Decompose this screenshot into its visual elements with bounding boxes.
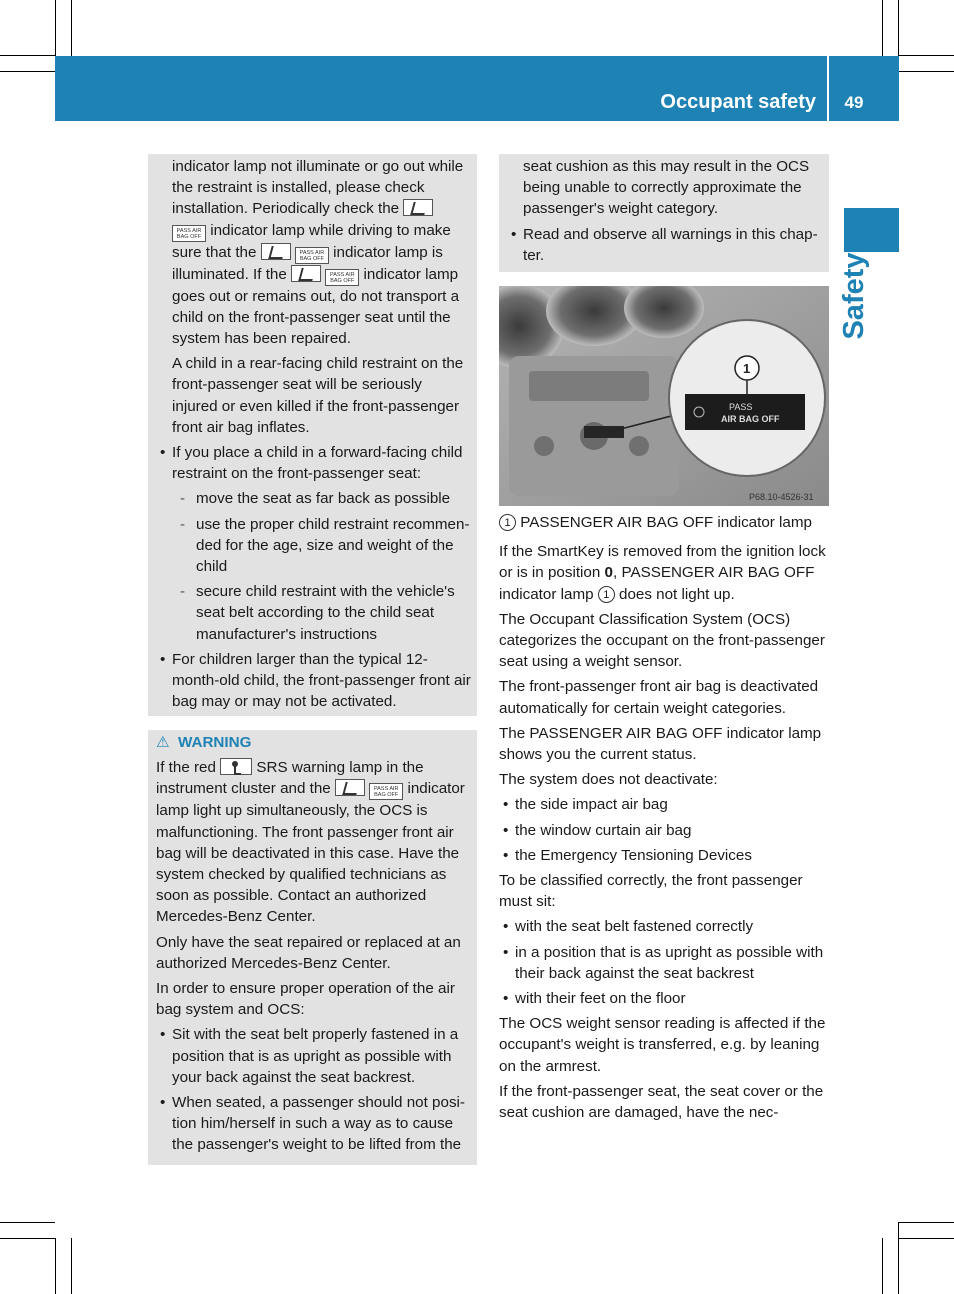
paragraph: The OCS weight sensor reading is affected if the occupant's weight is transferred, e.g. by leaning on the armrest.	[499, 1015, 826, 1075]
crop-mark	[0, 1238, 55, 1239]
page-number: 49	[844, 93, 864, 112]
bullet-item: • in a position that is as upright as possible with their back against the seat backrest	[499, 942, 829, 984]
paragraph: The front-passenger front air bag is deactivated automatically for certain weight categories.	[499, 678, 819, 717]
callout-1: 1	[499, 514, 516, 531]
crop-mark	[55, 1238, 56, 1294]
child-seat-icon	[335, 779, 365, 796]
bullet-item: • When seated, a passenger should not position him/herself in such a way as to cause the passenger's weight to be lifted from the	[156, 1092, 471, 1156]
crop-mark	[71, 1238, 72, 1294]
side-tab-label: Safety	[838, 252, 870, 340]
figure-caption: 1 PASSENGER AIR BAG OFF indicator lamp	[499, 512, 829, 533]
bullet-item: • the Emergency Tensioning Devices	[499, 845, 829, 866]
section-title: Occupant safety	[660, 91, 816, 113]
child-seat-icon	[403, 199, 433, 216]
paragraph: The PASSENGER AIR BAG OFF indicator lamp shows you the current status.	[499, 724, 822, 764]
pass-airbag-off-icon: PASS AIR BAG OFF	[369, 783, 403, 800]
crop-mark	[899, 1238, 954, 1239]
crop-mark	[0, 71, 55, 72]
paragraph: If the front-passenger seat, the seat cover or the seat cushion are damaged, have the nec-	[499, 1082, 824, 1122]
crop-mark	[898, 0, 899, 56]
crop-mark	[0, 1222, 55, 1223]
callout-1: 1	[598, 586, 615, 603]
left-box-content	[156, 156, 471, 716]
bullet-item: • For children larger than the typical 12-month-old child, the front-passenger front air bag may or may not be activated.	[156, 649, 471, 713]
paragraph: To be classified correctly, the front passenger must sit:	[499, 872, 803, 911]
crop-mark	[899, 1222, 954, 1223]
crop-mark	[899, 71, 954, 72]
bullet-item: • with their feet on the floor	[499, 988, 829, 1009]
crop-mark	[898, 1222, 899, 1294]
warning-content	[156, 732, 471, 1160]
paragraph: If the red SRS warning lamp in the instrument cluster and the PASS AIR BAG OFF indicator lamp light up simultaneously, the OCS is malfunctioning. The front passenger front air bag will be deactivated in this case. Have the system checked by qualified technicians as soon as possible. Contact an authorized Mercedes-Benz Center.	[156, 759, 465, 926]
svg-text:P68.10-4526-31: P68.10-4526-31	[749, 492, 814, 502]
pass-airbag-off-icon: PASS AIR BAG OFF	[172, 225, 206, 242]
crop-mark	[882, 1238, 883, 1294]
bullet-item: • Sit with the seat belt properly fastened in a position that is as upright as possible with your back against the seat backrest.	[156, 1024, 471, 1088]
dashboard-illustration	[499, 286, 829, 506]
child-seat-icon	[291, 265, 321, 282]
warning-triangle-icon: ⚠	[156, 734, 170, 751]
crop-mark	[899, 55, 954, 56]
bullet-item: • the side impact air bag	[499, 794, 829, 815]
svg-text:AIR BAG OFF: AIR BAG OFF	[721, 414, 780, 424]
dash-item: - secure child restraint with the vehicle's seat belt according to the child seat manufacturer's instructions	[156, 581, 471, 645]
dashboard-photo	[499, 286, 829, 506]
paragraph: seat cushion as this may result in the OCS being unable to correctly approximate the passenger's weight category.	[523, 158, 810, 218]
right-box-content	[507, 156, 823, 270]
dash-item: - use the proper child restraint recommended for the age, size and weight of the child	[156, 514, 471, 578]
crop-mark	[0, 55, 55, 56]
paragraph: The system does not deactivate:	[499, 771, 718, 789]
child-seat-icon	[261, 243, 291, 260]
bullet-item: • with the seat belt fastened correctly	[499, 916, 829, 937]
dash-item: - move the seat as far back as possible	[156, 488, 471, 509]
bullet-item: • the window curtain air bag	[499, 820, 829, 841]
paragraph: indicator lamp not illuminate or go out while the restraint is installed, please check installation. Periodically check the PASS AIR BAG OFF indicator lamp while driving to make sure that the PASS AIR BAG OFF indicator lamp is illuminated. If the PASS AIR BAG OFF indicator lamp goes out or remains out, do not transport a child on the front-passenger seat until the system has been repaired.	[172, 158, 464, 348]
warning-heading: ⚠ WARNING	[156, 732, 471, 753]
svg-text:PASS: PASS	[729, 402, 753, 412]
paragraph: The Occupant Classification System (OCS) categorizes the occupant on the front-passenger seat using a weight sensor.	[499, 610, 825, 671]
side-tab	[844, 208, 899, 252]
paragraph: Only have the seat repaired or replaced at an authorized Mercedes-Benz Center.	[156, 933, 461, 972]
crop-mark	[71, 0, 72, 56]
paragraph: A child in a rear-facing child restraint on the front-passenger seat will be seriously injured or even killed if the front-passenger front air bag inflates.	[172, 355, 464, 436]
svg-text:1: 1	[743, 361, 751, 376]
pass-airbag-off-icon: PASS AIR BAG OFF	[295, 247, 329, 264]
bullet-item: • If you place a child in a forward-facing child restraint on the front-passenger seat:	[156, 442, 471, 484]
crop-mark	[55, 0, 56, 56]
paragraph: If the SmartKey is removed from the ignition lock or is in position 0, PASSENGER AIR BAG OFF indicator lamp 1 does not light up.	[499, 543, 826, 603]
pass-airbag-off-icon: PASS AIR BAG OFF	[325, 269, 359, 286]
right-column	[499, 512, 829, 1127]
header-divider	[827, 56, 829, 121]
bullet-item: • Read and observe all warnings in this chapter.	[507, 224, 823, 266]
srs-warning-icon	[220, 758, 252, 775]
crop-mark	[882, 0, 883, 56]
paragraph: In order to ensure proper operation of the air bag system and OCS:	[156, 980, 455, 1019]
